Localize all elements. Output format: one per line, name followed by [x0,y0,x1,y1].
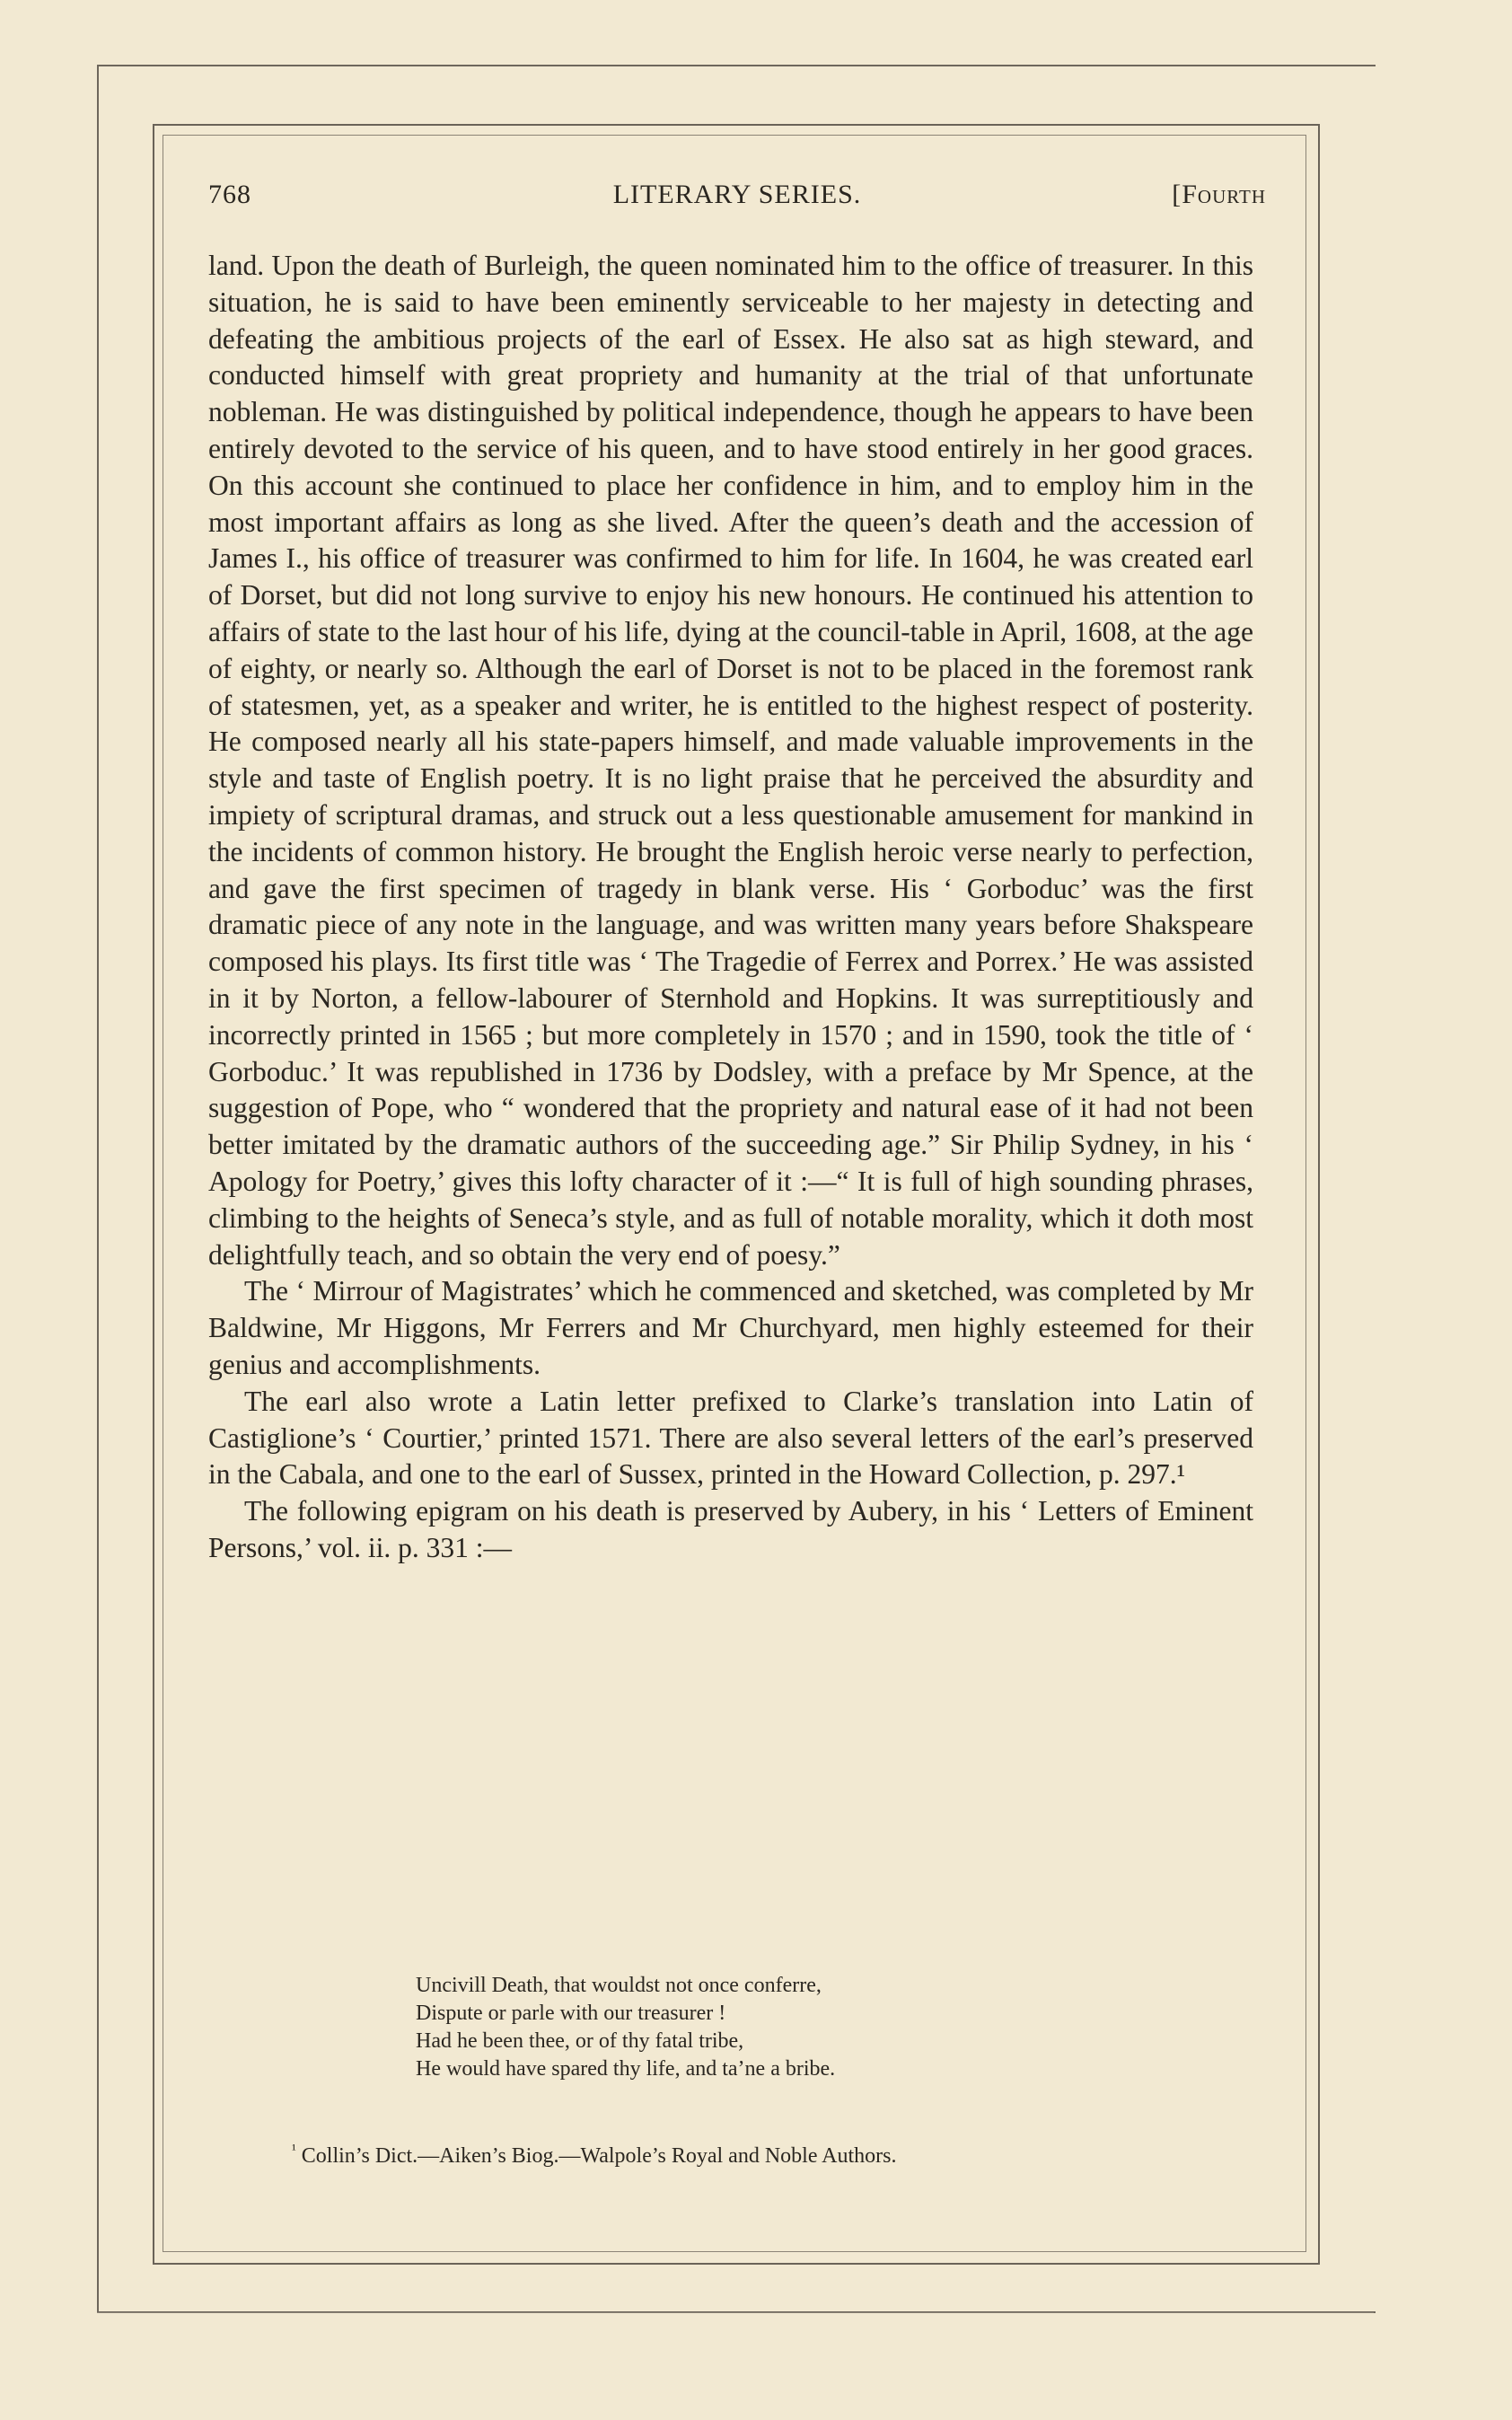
body-text [208,248,1253,1567]
running-title: LITERARY SERIES. [612,180,862,209]
footnote-marker: ¹ [292,2143,296,2158]
page-header [208,180,1266,216]
verse-line: Had he been thee, or of thy fatal tribe, [416,2029,744,2053]
epigram [416,1972,1044,2083]
paragraph: The ‘ Mirrour of Magistrates’ which he commenced and sketched, was completed by Mr Baldwine, Mr Higgons, Mr Ferrers and Mr Churchyard, men highly esteemed for their genius and accomplishments. [208,1275,1253,1380]
bottom-rule [97,2312,1374,2313]
paragraph: land. Upon the death of Burleigh, the queen nominated him to the office of treasurer. In this situation, he is said to have been eminently serviceable to her majesty in detecting and defeating the ambitious projects of the earl of Essex. He also sat as high steward, and conducted himself with great propriety and humanity at the trial of that unfortunate nobleman. He was distinguished by political independence, though he appears to have been entirely devoted to the service of his queen, and to have stood entirely in her good graces. On this account she continued to place her confidence in him, and to employ him in the most important affairs as long as she lived. After the queen’s death and the accession of James I., his office of treasurer was confirmed to him for life. In 1604, he was created earl of Dorset, but did not long survive to enjoy his new honours. He continued his attention to affairs of state to the last hour of his life, dying at the council-table in April, 1608, at the age of eighty, or nearly so. Although the earl of Dorset is not to be placed in the foremost rank of statesmen, yet, as a speaker and writer, he is entitled to the highest respect of posterity. He composed nearly all his state-papers himself, and made valuable improvements in the style and taste of English poetry. It is no light praise that he perceived the absurdity and impiety of scriptural dramas, and struck out a less questionable amusement for mankind in the incidents of common history. He brought the English heroic verse nearly to perfection, and gave the first specimen of tragedy in blank verse. His ‘ Gorboduc’ was the first dramatic piece of any note in the language, and was written many years before Shakspeare composed his plays. Its first title was ‘ The Tragedie of Ferrex and Porrex.’ He was assisted in it by Norton, a fellow-labourer of Sternhold and Hopkins. It was surreptitiously and incorrectly printed in 1565 ; but more completely in 1570 ; and in 1590, took the title of ‘ Gorboduc.’ It was republished in 1736 by Dodsley, with a preface by Mr Spence, at the suggestion of Pope, who “ wondered that the propriety and natural ease of it had not been better imitated by the dramatic authors of the succeeding age.” Sir Philip Sydney, in his ‘ Apology for Poetry,’ gives this lofty character of it :—“ It is full of high sounding phrases, climbing to the heights of Seneca’s style, and as full of notable morality, which it doth most delightfully teach, and so obtain the very end of poesy.” [208,250,1253,1271]
verse-line: He would have spared thy life, and ta’ne a bribe. [416,2057,836,2081]
footnote [292,2137,1235,2169]
running-section: [Fourth [1172,180,1266,209]
paragraph: The following epigram on his death is preserved by Aubery, in his ‘ Letters of Eminent Persons,’ vol. ii. p. 331 :— [208,1495,1253,1563]
verse-line: Dispute or parle with our treasurer ! [416,2002,726,2025]
footnote-text: Collin’s Dict.—Aiken’s Biog.—Walpole’s Royal and Noble Authors. [301,2144,897,2168]
verse-line: Uncivill Death, that wouldst not once conferre, [416,1974,822,1997]
paragraph: The earl also wrote a Latin letter prefixed to Clarke’s translation into Latin of Castiglione’s ‘ Courtier,’ printed 1571. There are also several letters of the earl’s preserved in the Cabala, and one to the earl of Sussex, printed in the Howard Collection, p. 297.¹ [208,1385,1253,1491]
page-number: 768 [208,180,251,209]
